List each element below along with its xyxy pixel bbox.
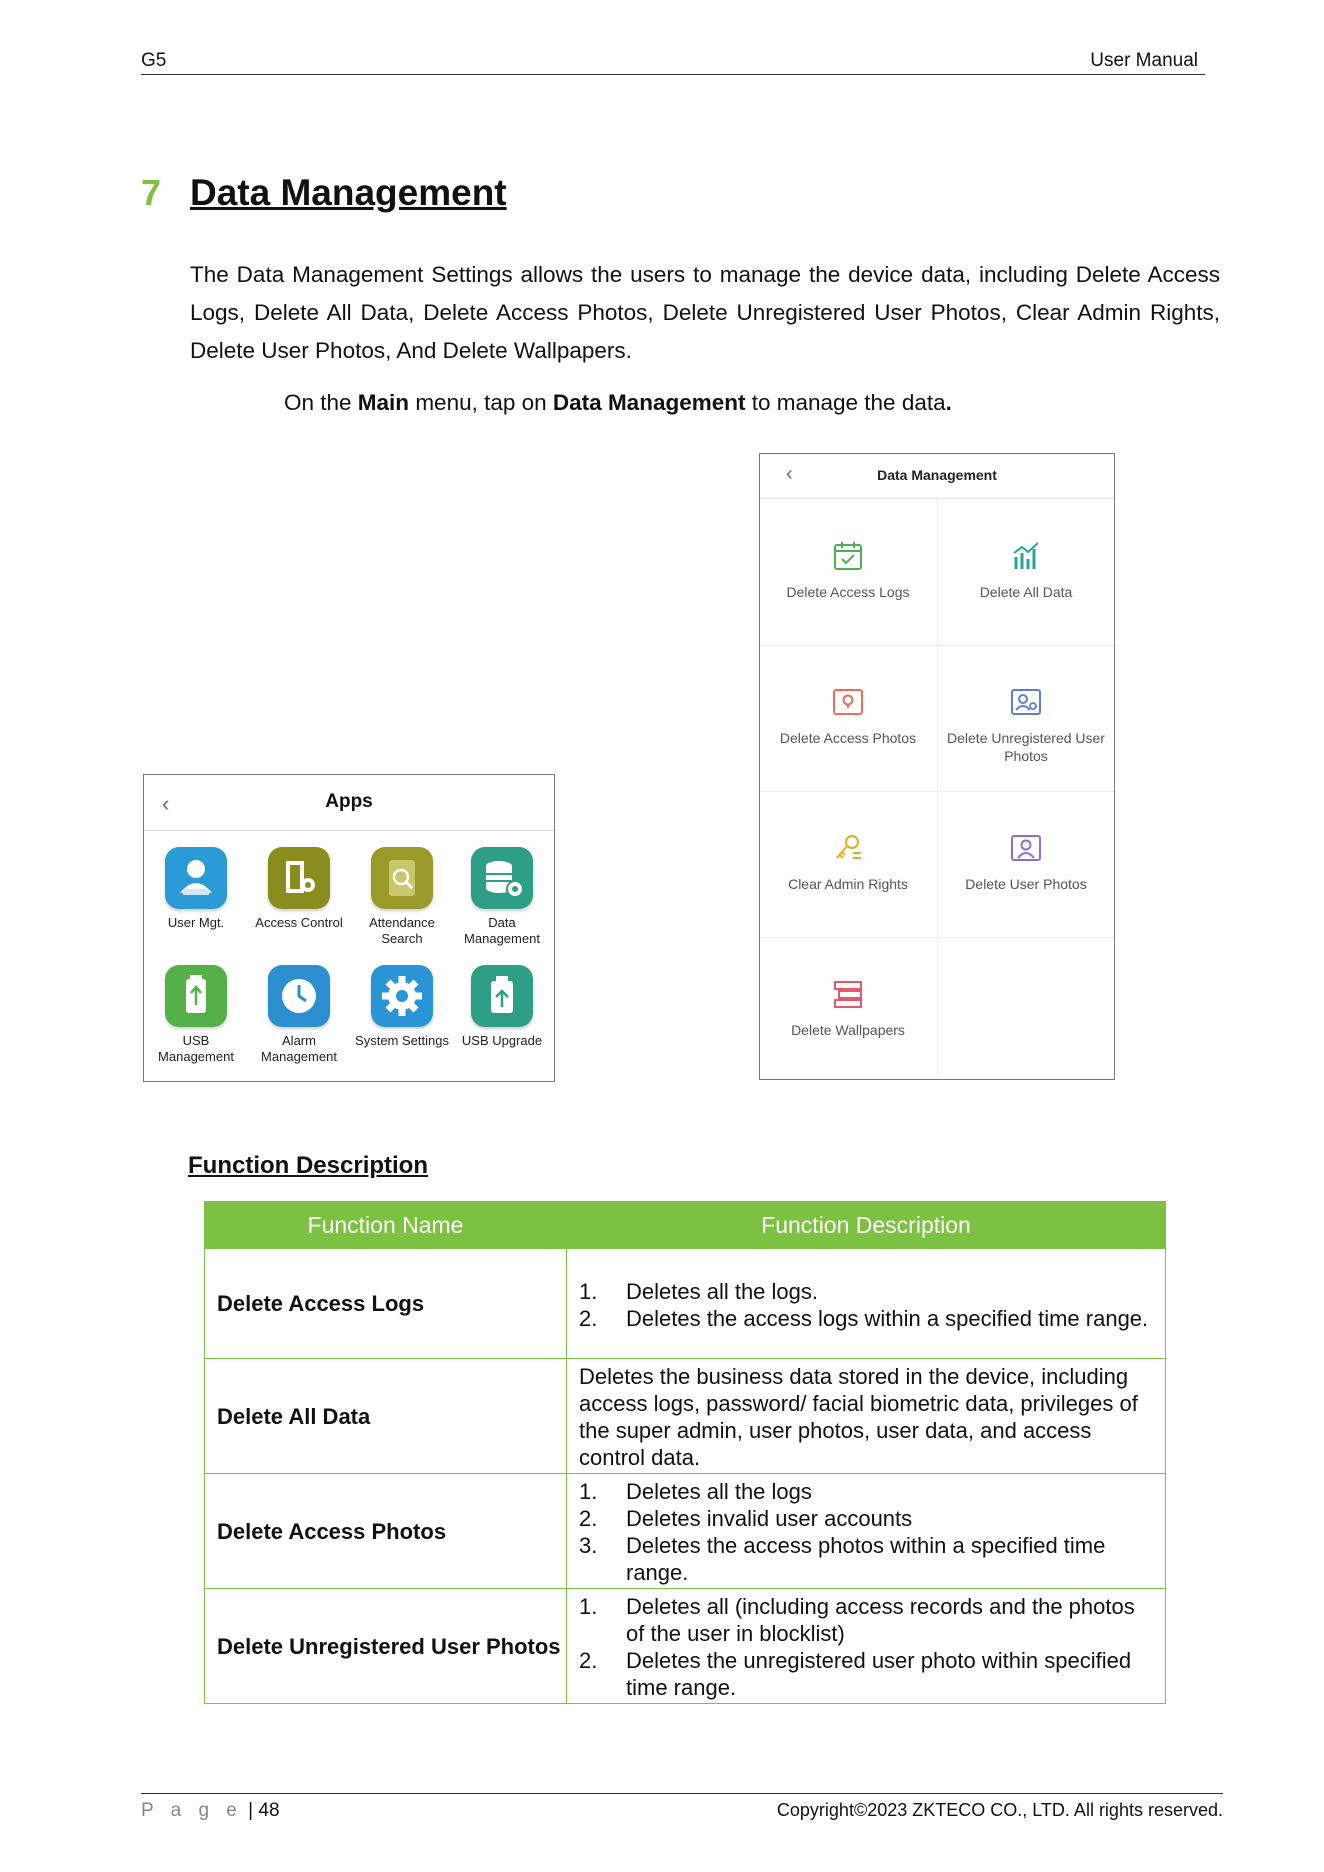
bar-chart-icon (938, 539, 1114, 573)
back-chevron-icon[interactable]: ‹ (786, 463, 793, 485)
list-item: 1. Deletes all the logs (579, 1479, 812, 1504)
app-system-settings[interactable]: System Settings (350, 965, 454, 1049)
user-icon (165, 847, 227, 909)
header-doc-type: User Manual (1090, 50, 1198, 71)
function-desc (567, 1589, 1166, 1704)
database-gear-icon (471, 847, 533, 909)
clock-icon (268, 965, 330, 1027)
function-name: Delete Unregistered User Photos (205, 1589, 567, 1704)
apps-screenshot (143, 774, 555, 1082)
function-desc (567, 1249, 1166, 1359)
table-row (205, 1359, 1166, 1474)
app-usb-management[interactable]: USB Management (144, 965, 248, 1065)
copyright: Copyright©2023 ZKTECO CO., LTD. All rights reserved. (776, 1800, 1223, 1820)
usb-icon (165, 965, 227, 1027)
usb-upgrade-icon (471, 965, 533, 1027)
dm-delete-access-logs[interactable]: Delete Access Logs (760, 499, 936, 645)
list-item: 3. Deletes the access photos within a specified time range. (579, 1533, 1106, 1585)
calendar-check-icon (760, 539, 936, 573)
document-search-icon (371, 847, 433, 909)
dm-delete-access-photos[interactable]: Delete Access Photos (760, 645, 936, 791)
key-icon (760, 831, 936, 865)
list-item: 1. Deletes all the logs. (579, 1278, 818, 1304)
apps-title: Apps (325, 791, 373, 812)
dm-delete-wallpapers[interactable]: Delete Wallpapers (760, 937, 936, 1083)
column-header: Function Name (205, 1202, 567, 1249)
table-row (205, 1249, 1166, 1359)
user-photo-search-icon (938, 685, 1114, 719)
function-table (204, 1201, 1166, 1704)
gear-icon (371, 965, 433, 1027)
chapter-title: Data Management (190, 172, 507, 213)
column-header: Function Description (567, 1202, 1166, 1249)
app-user-mgt[interactable]: User Mgt. (144, 847, 248, 931)
dm-delete-unregistered-user-photos[interactable]: Delete Unregistered User Photos (938, 645, 1114, 791)
dm-title: Data Management (877, 467, 997, 483)
app-usb-upgrade[interactable]: USB Upgrade (450, 965, 554, 1049)
app-attendance-search[interactable]: Attendance Search (350, 847, 454, 947)
function-name: Delete All Data (205, 1359, 567, 1474)
dm-delete-user-photos[interactable]: Delete User Photos (938, 791, 1114, 937)
function-description-title: Function Description (188, 1152, 428, 1179)
wallpaper-icon (760, 977, 936, 1011)
header-divider (141, 74, 1205, 75)
function-desc: Deletes the business data stored in the device, including access logs, password/ facial biometric data, privileges of the super admin, user photos, user data, and access control data. (567, 1359, 1166, 1474)
function-name: Delete Access Logs (205, 1249, 567, 1359)
door-gear-icon (268, 847, 330, 909)
dm-clear-admin-rights[interactable]: Clear Admin Rights (760, 791, 936, 937)
chapter-number: 7 (141, 172, 162, 213)
list-item: 2. Deletes invalid user accounts (579, 1506, 913, 1531)
apps-title-bar (144, 775, 554, 831)
table-row (205, 1474, 1166, 1589)
dm-delete-all-data[interactable]: Delete All Data (938, 499, 1114, 645)
function-desc (567, 1474, 1166, 1589)
app-alarm-management[interactable]: Alarm Management (247, 965, 351, 1065)
page-number: P a g e | 48 (141, 1800, 280, 1821)
list-item: 1. Deletes all (including access records and the photos of the user in blocklist) (579, 1594, 1135, 1646)
table-row (205, 1589, 1166, 1704)
list-item: 2. Deletes the unregistered user photo within specified time range. (579, 1648, 1132, 1700)
header-product: G5 (141, 50, 167, 71)
step-instruction: On the Main menu, tap on Data Management to manage the data. (284, 390, 952, 415)
app-access-control[interactable]: Access Control (247, 847, 351, 931)
intro-paragraph: The Data Management Settings allows the users to manage the device data, including Delete Access Logs, Delete All Data, Delete Access Photos, Delete Unregistered User Photos, Clear Admin Rights, Delete User Photos, And Delete Wallpapers. (190, 262, 1220, 363)
photo-pin-icon (760, 685, 936, 719)
function-name: Delete Access Photos (205, 1474, 567, 1589)
dm-title-bar (760, 454, 1114, 499)
footer-divider (141, 1793, 1223, 1794)
app-data-management[interactable]: Data Management (450, 847, 554, 947)
back-chevron-icon[interactable]: ‹ (162, 791, 170, 816)
user-photo-icon (938, 831, 1114, 865)
data-management-screenshot (759, 453, 1115, 1080)
list-item: 2. Deletes the access logs within a specified time range. (579, 1305, 1149, 1331)
